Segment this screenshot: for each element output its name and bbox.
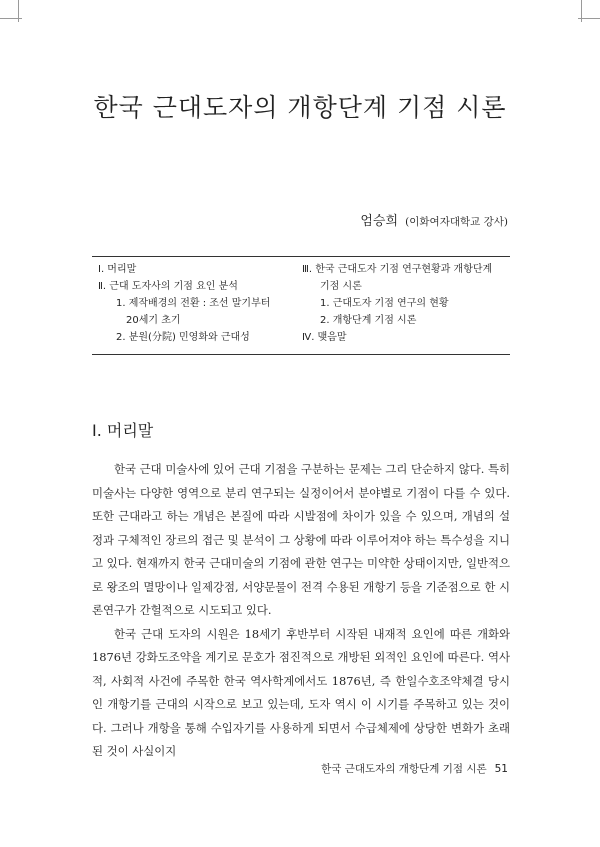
toc-right-column (302, 261, 510, 346)
running-title: 한국 근대도자의 개항단계 기점 시론 (321, 763, 487, 775)
toc-item: Ⅳ. 맺음말 (302, 332, 347, 343)
toc-item: 2. 개항단계 기점 시론 (320, 315, 417, 326)
paragraph: 한국 근대 도자의 시원은 18세기 후반부터 시작된 내재적 요인에 따른 개화와 1876년 강화도조약을 계기로 문호가 점진적으로 개방된 외적인 요인에 따른다. 역사적, 사회적 사건에 주목한 한국 역사학계에서도 1876년, 즉 한일수호조약체결 당시인 개항기를 근대의 시작으로 보고 있는데, 도자 역시 이 시기를 주목하고 있는 것이다. 그러나 개항을 통해 수입자기를 사용하게 되면서 수급체제에 상당한 변화가 초래된 것이 사실이지 (92, 626, 510, 758)
table-of-contents (92, 256, 510, 355)
paper-title: 한국 근대도자의 개항단계 기점 시론 (93, 93, 507, 122)
body-text (92, 458, 510, 764)
author-name: 엄승희 (360, 214, 399, 229)
toc-item: 기점 시론 (320, 281, 362, 292)
section-heading: Ⅰ. 머리말 (92, 421, 154, 440)
toc-item: Ⅲ. 한국 근대도자 기점 연구현황과 개항단계 (302, 264, 493, 275)
toc-item: 1. 근대도자 기점 연구의 현황 (320, 298, 449, 309)
author-line (360, 210, 508, 229)
crop-mark-top-left-v (18, 0, 19, 22)
paragraph: 한국 근대 미술사에 있어 근대 기점을 구분하는 문제는 그리 단순하지 않다. 특히 미술사는 다양한 영역으로 분리 연구되는 실정이어서 분야별로 기점이 다를 수 있다. 또한 근대라고 하는 개념은 본질에 따라 시발점에 차이가 있을 수 있으며, 개념의 설정과 구체적인 장르의 접근 및 분석이 그 상황에 따라 이루어져야 하는 특수성을 지니고 있다. 현재까지 한국 근대미술의 기점에 관한 연구는 미약한 상태이지만, 일반적으로 왕조의 멸망이나 일제강점, 서양문물이 전격 수용된 개항기 등을 기준점으로 한 시론연구가 간헐적으로 시도되고 있다. (92, 462, 510, 617)
page-footer (321, 761, 508, 776)
crop-mark-top-right-v (581, 0, 582, 22)
toc-left-column (98, 261, 298, 346)
toc-item: Ⅰ. 머리말 (98, 264, 137, 275)
toc-item: Ⅱ. 근대 도자사의 기점 요인 분석 (98, 281, 238, 292)
toc-item: 20세기 초기 (126, 315, 181, 326)
page-number: 51 (494, 763, 508, 775)
author-affiliation: (이화여자대학교 강사) (405, 216, 508, 228)
toc-item: 1. 제작배경의 전환 : 조선 말기부터 (116, 298, 271, 309)
toc-item: 2. 분원(分院) 민영화와 근대성 (116, 332, 250, 343)
